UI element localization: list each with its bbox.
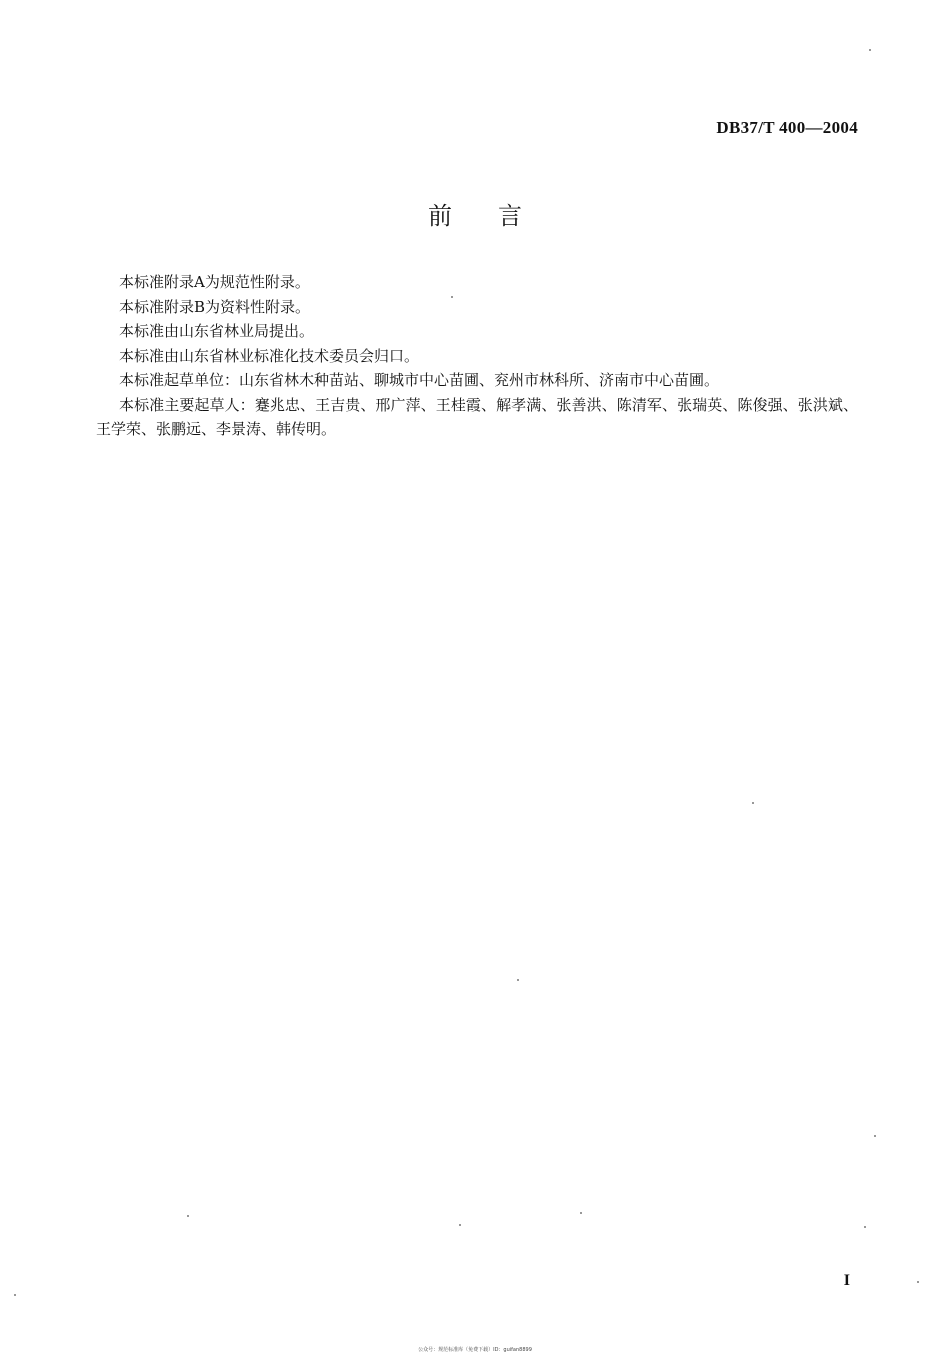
scan-speck bbox=[580, 1212, 582, 1214]
scan-speck bbox=[451, 296, 453, 298]
scan-speck bbox=[517, 979, 519, 981]
scan-speck bbox=[459, 1224, 461, 1226]
footer-note: 公众号：规范标准库（免费下载）ID：guifan8899 bbox=[418, 1347, 532, 1353]
paragraph-drafting-units: 本标准起草单位：山东省林木种苗站、聊城市中心苗圃、兖州市林科所、济南市中心苗圃。 bbox=[119, 371, 720, 389]
paragraph-centralized-by: 本标准由山东省林业标准化技术委员会归口。 bbox=[119, 346, 420, 365]
paragraph-main-drafters: 本标准主要起草人：蹇兆忠、王吉贵、邢广萍、王桂霞、解孝满、张善洪、陈清军、张瑞英、陈俊强、张洪斌、王学荣、张鹏远、李景涛、韩传明。 bbox=[96, 395, 858, 438]
standard-code: DB37/T 400—2004 bbox=[716, 118, 858, 137]
page-number: I bbox=[843, 1272, 850, 1289]
scan-speck bbox=[752, 802, 754, 804]
paragraph-appendix-a: 本标准附录A为规范性附录。 bbox=[119, 273, 310, 291]
page-title: 前言 bbox=[428, 202, 568, 230]
preface-body bbox=[96, 270, 858, 442]
paragraph-appendix-b: 本标准附录B为资料性附录。 bbox=[119, 297, 311, 316]
scan-speck bbox=[14, 1294, 16, 1296]
scan-speck bbox=[869, 49, 871, 51]
scan-speck bbox=[917, 1281, 919, 1283]
scan-speck bbox=[187, 1215, 189, 1217]
scan-speck bbox=[874, 1135, 876, 1137]
scan-speck bbox=[864, 1226, 866, 1228]
paragraph-proposed-by: 本标准由山东省林业局提出。 bbox=[119, 322, 315, 340]
